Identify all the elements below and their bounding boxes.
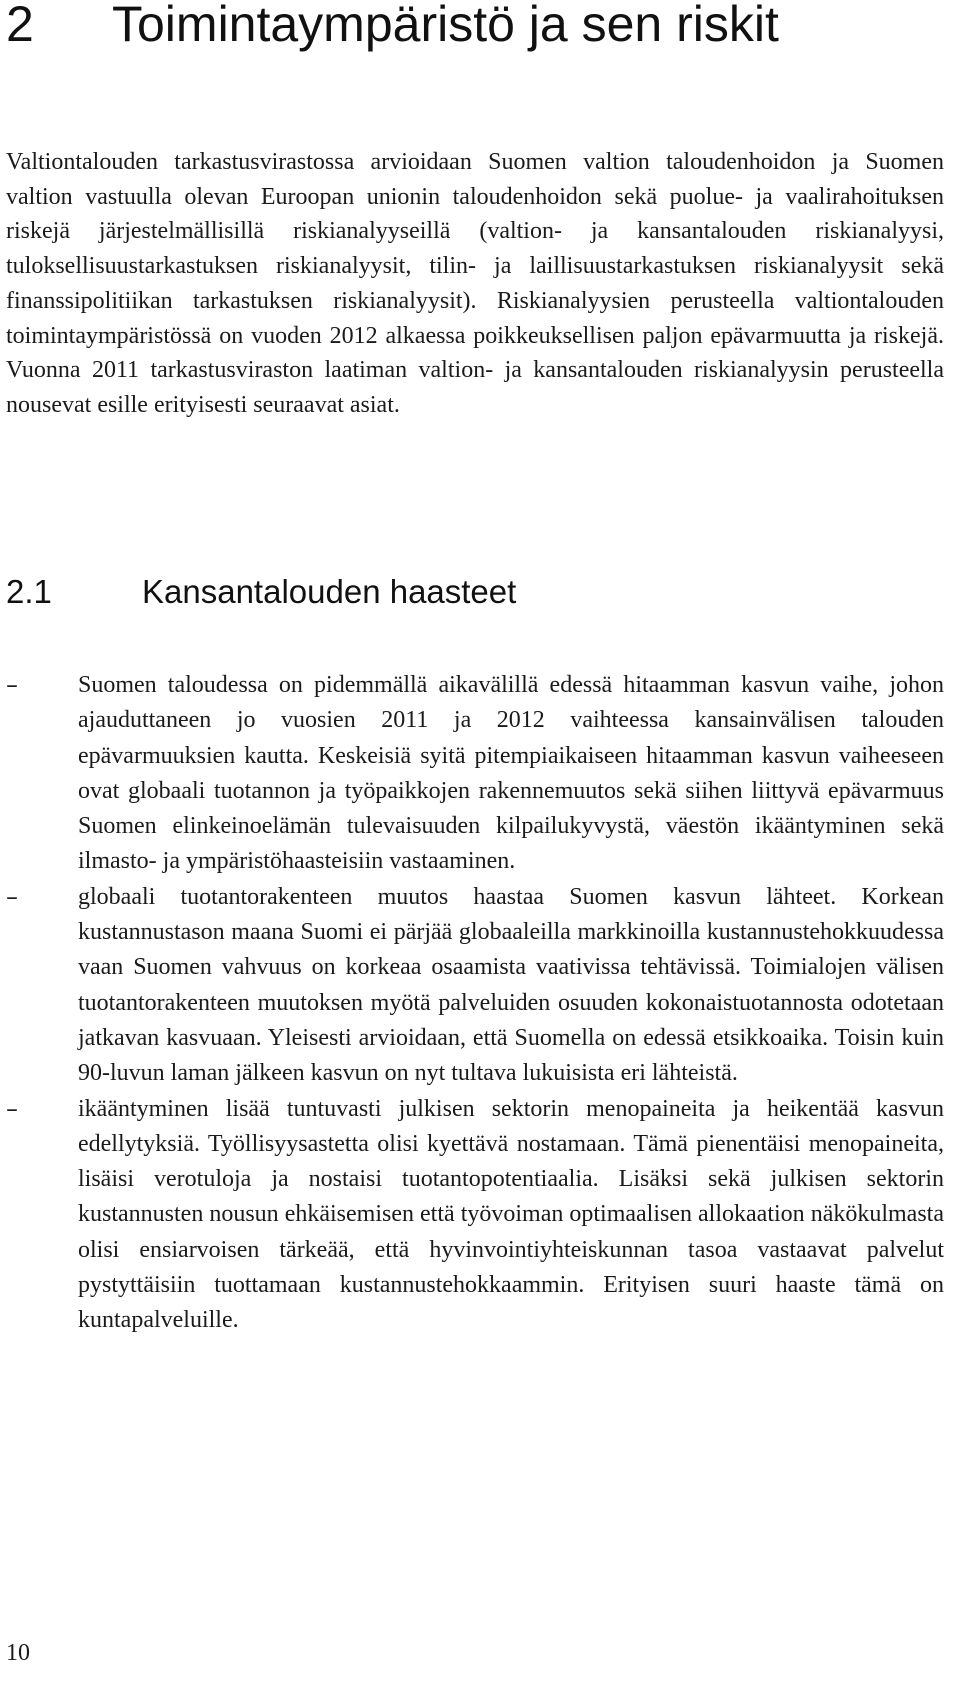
chapter-heading: [6, 0, 779, 54]
page-number: 10: [6, 1640, 30, 1666]
list-item: [6, 1092, 944, 1339]
section-heading: [6, 570, 516, 614]
list-item-text: ikääntyminen lisää tuntuvasti julkisen sektorin menopaineita ja heikentää kasvun edellytyksiä. Työllisyysastetta olisi kyettävä nostamaan. Tämä pienentäisi menopaineita, lisäisi verotuloja ja nostaisi tuotantopotentiaalia. Lisäksi sekä julkisen sektorin kustannusten nousun ehkäisemisen että työvoiman optimaalisen allokaation näkökulmasta olisi ensiarvoisen tärkeää, että hyvinvointiyhteiskunnan tasoa vastaavat palvelut pystyttäisiin tuottamaan kustannustehokkaammin. Erityisen suuri haaste tämä on kuntapalveluille.: [78, 1095, 944, 1334]
list-item-text: globaali tuotantorakenteen muutos haastaa Suomen kasvun lähteet. Korkean kustannustason maana Suomi ei pärjää globaaleilla markkinoilla kustannustehokkuudessa vaan Suomen vahvuus on korkeaa osaamista vaativissa tehtävissä. Toimialojen välisen tuotantorakenteen muutoksen myötä palveluiden osuuden kokonaistuotannosta odotetaan jatkavan kasvuaan. Yleisesti arvioidaan, että Suomella on edessä etsikkoaika. Toisin kuin 90-luvun laman jälkeen kasvun on nyt tultava lukuisista eri lähteistä.: [78, 883, 944, 1087]
chapter-title: Toimintaympäristö ja sen riskit: [112, 0, 779, 52]
list-item-text: Suomen taloudessa on pidemmällä aikavälillä edessä hitaamman kasvun vaihe, johon ajauduttaneen jo vuosien 2011 ja 2012 vaihteessa kansainvälisen talouden epävarmuuksien kautta. Keskeisiä syitä pitempiaikaiseen hitaamman kasvun vaiheeseen ovat globaali tuotannon ja työpaikkojen rakennemuutos sekä siihen liittyvä epävarmuus Suomen elinkeinoelämän tulevaisuuden kilpailukyvystä, väestön ikääntyminen sekä ilmasto- ja ympäristöhaasteisiin vastaaminen.: [78, 672, 944, 875]
bullet-list: [6, 668, 944, 1339]
intro-paragraph: Valtiontalouden tarkastusvirastossa arvioidaan Suomen valtion taloudenhoidon ja Suomen valtion vastuulla olevan Euroopan unionin taloudenhoidon sekä puolue- ja vaalirahoituksen riskejä järjestelmällisillä riskianalyyseillä (valtion- ja kansantalouden riskianalyysi, tuloksellisuustarkastuksen riskianalyysit, tilin- ja laillisuustarkastuksen riskianalyysit sekä finanssipolitiikan tarkastuksen riskianalyysit). Riskianalyysien perusteella valtiontalouden toimintaympäristössä on vuoden 2012 alkaessa poikkeuksellisen paljon epävarmuutta ja riskejä. Vuonna 2011 tarkastusviraston laatiman valtion- ja kansantalouden riskianalyysin perusteella nousevat esille erityisesti seuraavat asiat.: [6, 149, 944, 418]
section-title: Kansantalouden haasteet: [142, 573, 517, 610]
list-item: [6, 668, 944, 880]
chapter-number: 2: [6, 0, 34, 52]
list-item: [6, 880, 944, 1092]
dash-marker: –: [6, 882, 18, 911]
section-number: 2.1: [6, 573, 52, 610]
dash-marker: –: [6, 671, 18, 699]
dash-marker: –: [6, 1094, 18, 1123]
